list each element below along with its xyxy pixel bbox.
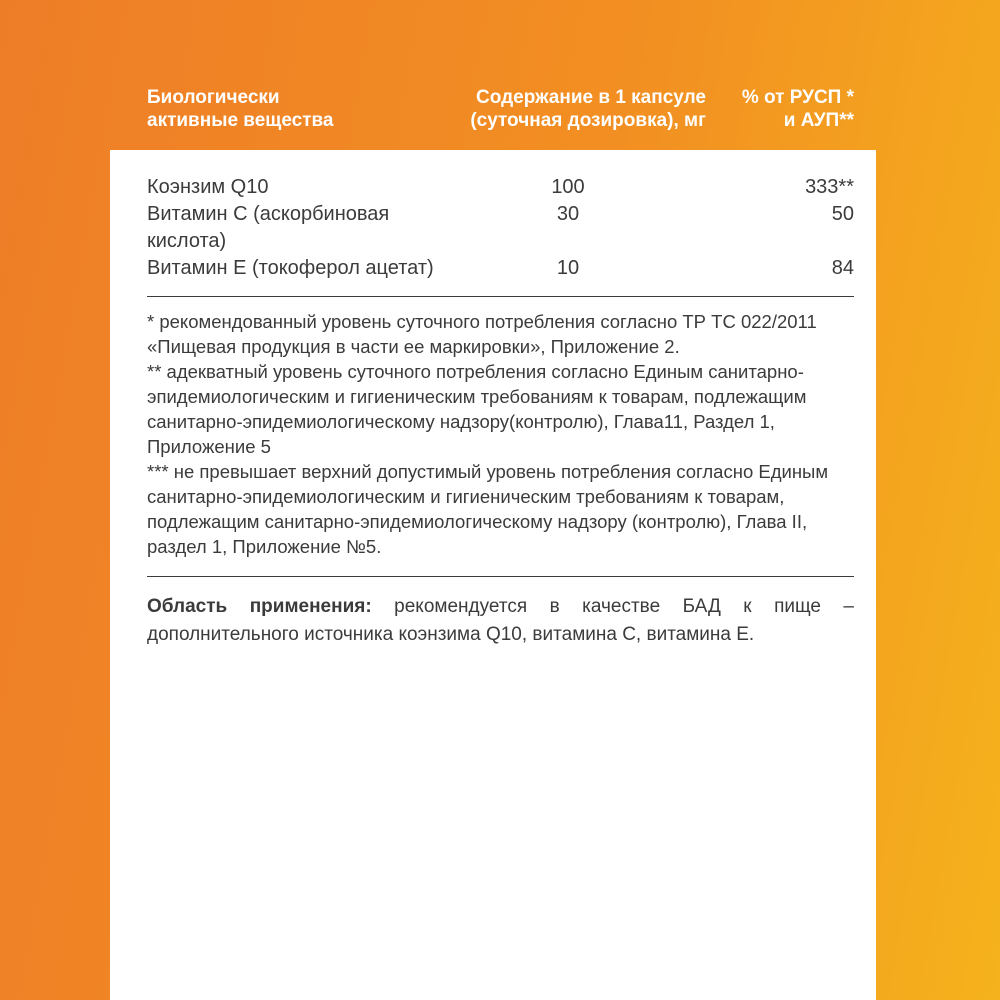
usage-section	[147, 593, 854, 649]
header-substances: Биологически активные вещества	[147, 87, 334, 131]
footnotes	[147, 309, 857, 559]
nutrient-percent: 333**	[805, 176, 854, 198]
divider	[147, 296, 854, 297]
nutrient-name: Витамин С (аскорбиновая кислота)	[147, 203, 390, 252]
nutrient-name: Витамин Е (токоферол ацетат)	[147, 257, 434, 279]
divider	[147, 576, 854, 577]
nutrient-name: Коэнзим Q10	[147, 176, 269, 198]
footnote-2: ** адекватный уровень суточного потребления согласно Единым санитарно-эпидемиологическим и гигиеническим требованиям к товарам, подлежащим санитарно-эпидемиологическому надзору(контролю), Глава11, Раздел 1, Приложение 5	[147, 361, 807, 457]
table-row	[147, 201, 854, 255]
table-row	[147, 174, 854, 201]
nutrient-percent: 50	[831, 203, 854, 225]
nutrient-table-body	[147, 174, 854, 282]
nutrient-amount: 30	[556, 203, 580, 225]
header-content-per-capsule: Содержание в 1 капсуле (суточная дозировка), мг	[470, 87, 706, 131]
nutrient-amount: 100	[551, 176, 585, 198]
footnote-3: *** не превышает верхний допустимый уровень потребления согласно Единым санитарно-эпидемиологическим и гигиеническим требованиям к товарам, подлежащим санитарно-эпидемиологическому надзору (контролю), Глава II, раздел 1, Приложение №5.	[147, 461, 829, 557]
table-row	[147, 255, 854, 282]
header-percent-rda: % от РУСП * и АУП**	[741, 87, 854, 131]
usage-label: Область применения:	[147, 596, 372, 617]
nutrient-amount: 10	[556, 257, 580, 279]
usage-text: рекомендуется в качестве БАД к пище – дополнительного источника коэнзима Q10, витамина С, витамина Е.	[147, 596, 854, 645]
nutrient-percent: 84	[831, 257, 854, 279]
footnote-1: * рекомендованный уровень суточного потребления согласно ТР ТС 022/2011 «Пищевая продукция в части ее маркировки», Приложение 2.	[147, 311, 817, 357]
table-header	[0, 0, 1000, 150]
